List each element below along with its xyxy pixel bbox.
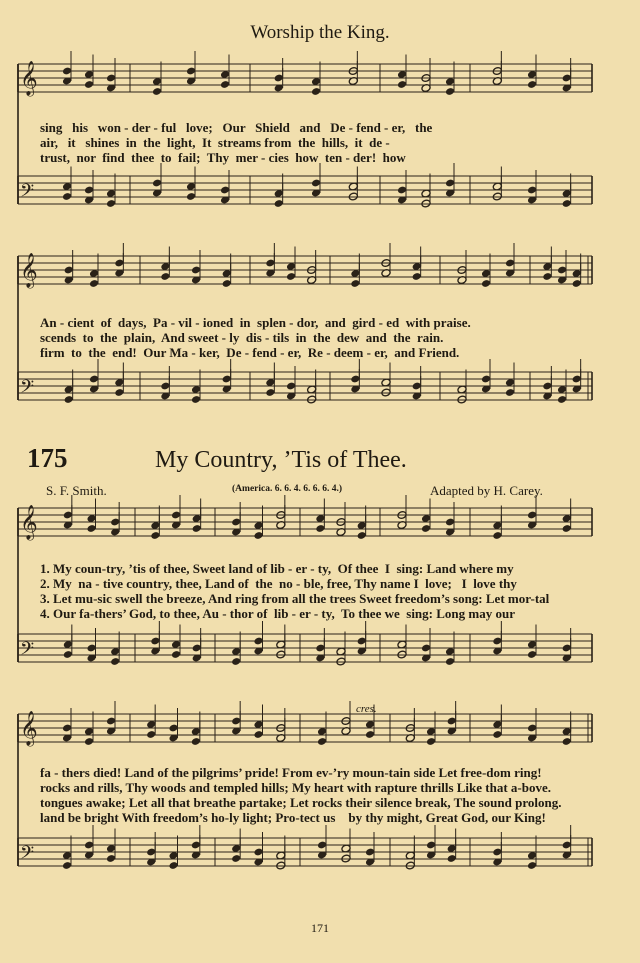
hymn-author: S. F. Smith. <box>46 483 107 498</box>
hymn-title: My Country, ’Tis of Thee. <box>155 447 407 473</box>
verse-line: 4. Our fa-thers’ God, to thee, Au - thor of lib - er - ty, To thee we sing: Long may our <box>40 606 515 621</box>
svg-text:𝄢: 𝄢 <box>20 843 35 868</box>
svg-text:𝄞: 𝄞 <box>20 61 38 96</box>
verse-line: land be bright With freedom’s ho-ly light; Pro-tect us by thy might, Great God, our King! <box>40 810 546 825</box>
lyrics-line: firm to the end! Our Ma - ker, De - fend - er, Re - deem - er, and Friend. <box>40 345 460 360</box>
verse-line: tongues awake; Let all that breathe partake; Let rocks their silence break, The sound prolong. <box>40 795 562 810</box>
svg-text:𝄢: 𝄢 <box>20 181 35 206</box>
lyrics-line: scends to the plain, And sweet - ly dis - tils in the dew and the rain. <box>40 330 444 345</box>
hymn-number: 175 <box>27 443 68 473</box>
lyrics-line: air, it shines in the light, It streams from the hills, it de - <box>40 135 390 150</box>
hymn-arranger: Adapted by H. Carey. <box>430 483 543 498</box>
lyrics-line: trust, nor find thee to fail; Thy mer - cies how ten - der! how <box>40 150 406 165</box>
tune-meter: (America. 6. 6. 4. 6. 6. 6. 4.) <box>232 484 343 494</box>
verse-line: 1. My coun-try, ’tis of thee, Sweet land of lib - er - ty, Of thee I sing: Land where my <box>40 561 514 576</box>
lyrics-line: An - cient of days, Pa - vil - ioned in splen - dor, and gird - ed with praise. <box>40 315 471 330</box>
verse-line: 2. My na - tive country, thee, Land of the no - ble, free, Thy name I love; I love thy <box>40 576 517 591</box>
svg-text:𝄞: 𝄞 <box>20 711 38 746</box>
expression-mark: cres. <box>356 703 377 715</box>
page-number: 171 <box>311 921 329 935</box>
verse-line: 3. Let mu-sic swell the breeze, And ring from all the trees Sweet freedom’s song: Let mor-tal <box>40 591 550 606</box>
top-hymn-title: Worship the King. <box>250 22 390 43</box>
svg-text:𝄢: 𝄢 <box>20 377 35 402</box>
lyrics-line: sing his won - der - ful love; Our Shield and De - fend - er, the <box>40 120 433 135</box>
svg-text:𝄞: 𝄞 <box>20 253 38 288</box>
verse-line: fa - thers died! Land of the pilgrims’ pride! From ev-’ry moun-tain side Let free-dom ring! <box>40 765 542 780</box>
verse-line: rocks and rills, Thy woods and templed hills; My heart with rapture thrills Like that a-bove. <box>40 780 552 795</box>
svg-text:𝄞: 𝄞 <box>20 505 38 540</box>
svg-text:𝄢: 𝄢 <box>20 639 35 664</box>
